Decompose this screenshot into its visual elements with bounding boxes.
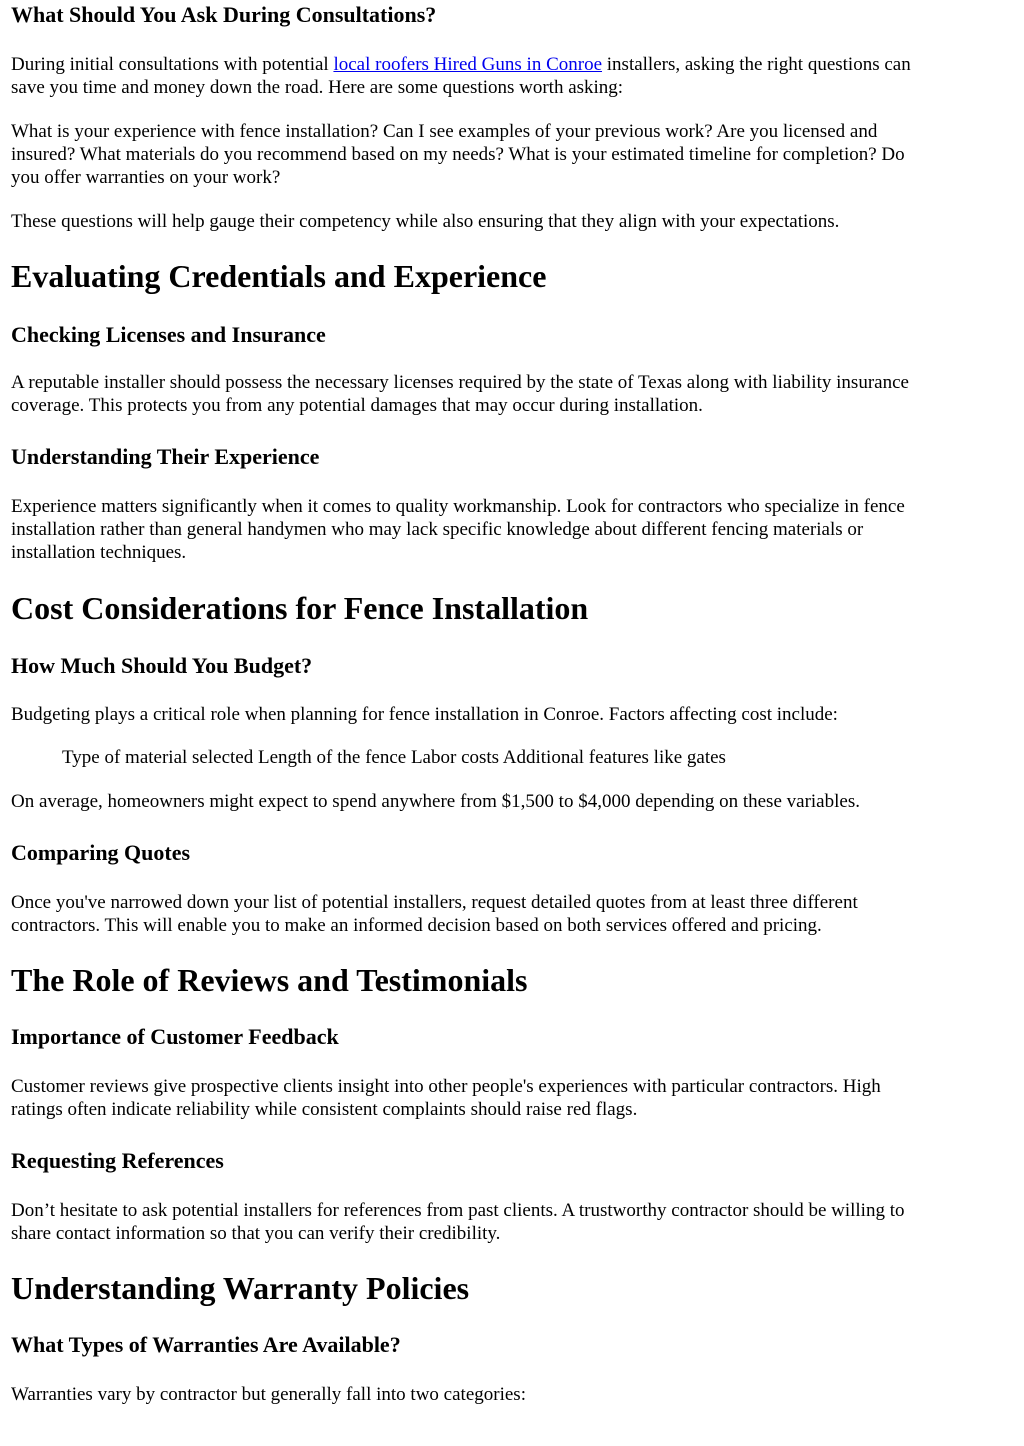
paragraph-line: installation techniques.	[11, 542, 187, 563]
heading-references: Requesting References	[11, 1148, 224, 1173]
heading-consultations: What Should You Ask During Consultations?	[11, 2, 437, 27]
paragraph-consultations-intro	[11, 53, 911, 99]
paragraph-budget: Budgeting plays a critical role when planning for fence installation in Conroe. Factors affecting cost include:	[11, 704, 838, 725]
paragraph-warranty: Warranties vary by contractor but generally fall into two categories:	[11, 1384, 526, 1405]
heading-cost: Cost Considerations for Fence Installation	[11, 590, 589, 626]
paragraph-line: Customer reviews give prospective clients insight into other people's experiences with particular contractors. High	[11, 1076, 881, 1097]
paragraph-average-cost: On average, homeowners might expect to spend anywhere from $1,500 to $4,000 depending on these variables.	[11, 791, 860, 812]
heading-warranty-types: What Types of Warranties Are Available?	[11, 1332, 401, 1357]
paragraph-line: coverage. This protects you from any potential damages that may occur during installation.	[11, 395, 703, 416]
heading-experience: Understanding Their Experience	[11, 444, 320, 469]
paragraph-line: Don’t hesitate to ask potential installers for references from past clients. A trustworthy contractor should be willing to	[11, 1200, 905, 1221]
paragraph-line: A reputable installer should possess the necessary licenses required by the state of Texas along with liability insurance	[11, 372, 909, 393]
paragraph-line: you offer warranties on your work?	[11, 167, 281, 188]
heading-licenses: Checking Licenses and Insurance	[11, 322, 326, 347]
paragraph-references	[11, 1199, 905, 1245]
paragraph-experience	[11, 495, 905, 564]
paragraph-quotes	[11, 891, 858, 937]
paragraph-feedback	[11, 1075, 881, 1121]
paragraph-line: Once you've narrowed down your list of potential installers, request detailed quotes from at least three different	[11, 892, 858, 913]
paragraph-line: Experience matters significantly when it comes to quality workmanship. Look for contractors who specialize in fence	[11, 496, 905, 517]
paragraph-line: save you time and money down the road. Here are some questions worth asking:	[11, 77, 624, 98]
paragraph-line: share contact information so that you can verify their credibility.	[11, 1223, 501, 1244]
local-roofers-link[interactable]: local roofers Hired Guns in Conroe	[333, 54, 603, 75]
heading-credentials: Evaluating Credentials and Experience	[11, 258, 547, 294]
paragraph-line: During initial consultations with potential local roofers Hired Guns in Conroe installers, asking the right questions can	[11, 54, 911, 75]
heading-feedback: Importance of Customer Feedback	[11, 1024, 339, 1049]
paragraph-line: contractors. This will enable you to make an informed decision based on both services offered and pricing.	[11, 915, 822, 936]
heading-quotes: Comparing Quotes	[11, 840, 191, 865]
heading-warranty: Understanding Warranty Policies	[11, 1270, 470, 1306]
list-cost-factors: Type of material selected Length of the fence Labor costs Additional features like gates	[62, 747, 726, 768]
paragraph-line: insured? What materials do you recommend based on my needs? What is your estimated timeline for completion? Do	[11, 144, 905, 165]
paragraph-questions	[11, 120, 905, 189]
heading-budget: How Much Should You Budget?	[11, 653, 313, 678]
paragraph-line: installation rather than general handymen who may lack specific knowledge about different fencing materials or	[11, 519, 864, 540]
paragraph-line: What is your experience with fence installation? Can I see examples of your previous work? Are you licensed and	[11, 121, 878, 142]
paragraph-questions-summary: These questions will help gauge their competency while also ensuring that they align with your expectations.	[11, 211, 840, 232]
paragraph-line: ratings often indicate reliability while consistent complaints should raise red flags.	[11, 1099, 638, 1120]
paragraph-licenses	[11, 371, 909, 417]
heading-reviews: The Role of Reviews and Testimonials	[11, 962, 528, 998]
